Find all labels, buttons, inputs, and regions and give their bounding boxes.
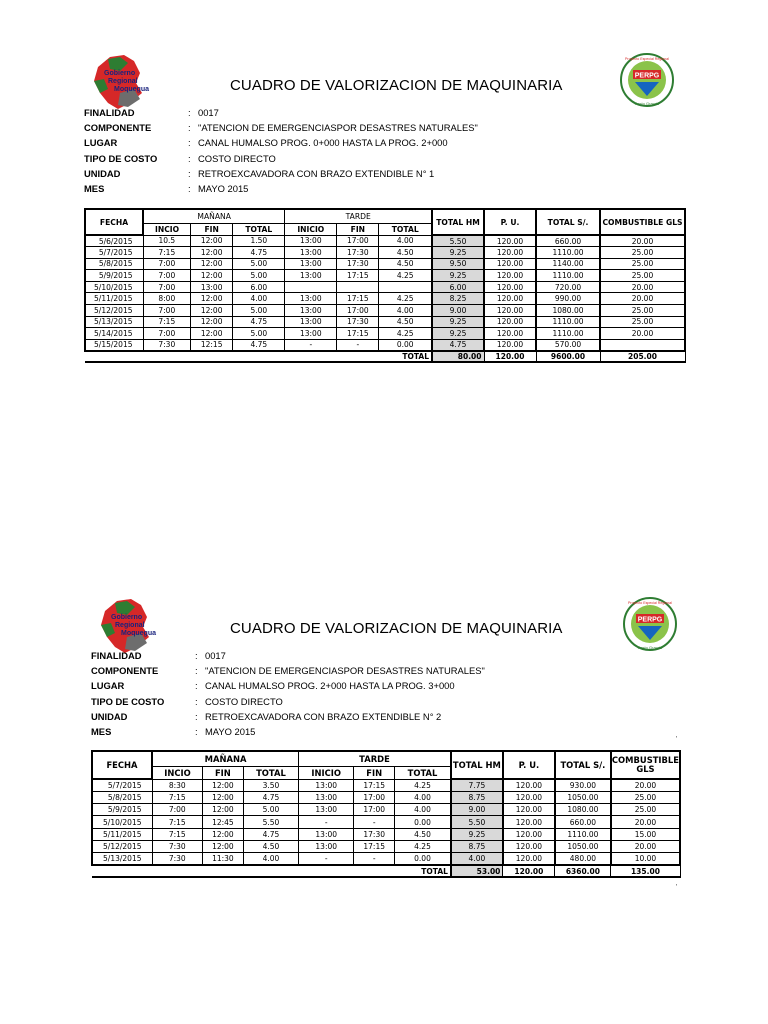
- row-fin-t: 17:00: [337, 305, 379, 317]
- col-fin-m: FIN: [202, 766, 243, 779]
- row-fecha: 5/10/2015: [85, 281, 143, 293]
- row-total-m: 4.75: [243, 791, 298, 803]
- row-pu: 120.00: [484, 293, 536, 305]
- row-total-s: 1080.00: [555, 804, 611, 816]
- row-fin-t: 17:30: [337, 258, 379, 270]
- info-key: MES: [84, 183, 105, 195]
- row-pu: 120.00: [484, 316, 536, 328]
- row-combustible: 20.00: [600, 328, 685, 340]
- row-total-m: 4.75: [243, 828, 298, 840]
- row-fin-m: 12:45: [202, 816, 243, 828]
- row-fecha: 5/8/2015: [85, 258, 143, 270]
- row-total-t: 4.00: [395, 791, 451, 803]
- row-inicio-t: 13:00: [285, 328, 337, 340]
- row-pu: 120.00: [484, 270, 536, 282]
- row-fin-m: 11:30: [202, 853, 243, 865]
- col-pu: P. U.: [503, 751, 555, 779]
- table-row: [85, 247, 685, 259]
- gobierno-regional-logo: [90, 53, 152, 111]
- row-total-t: 4.50: [379, 316, 432, 328]
- row-fin-m: 12:00: [202, 828, 243, 840]
- row-total-s: 1050.00: [555, 840, 611, 852]
- row-pu: 120.00: [484, 247, 536, 259]
- row-total-hm: 9.25: [432, 316, 484, 328]
- total-hm-sum: 80.00: [432, 351, 484, 362]
- total-s-sum: 6360.00: [555, 865, 611, 877]
- row-total-m: 4.00: [243, 853, 298, 865]
- col-inicio-m: INCIO: [143, 223, 191, 235]
- info-value: COSTO DIRECTO: [205, 695, 283, 707]
- logo-text-2: Regional: [108, 78, 138, 85]
- row-total-s: 1110.00: [536, 247, 600, 259]
- row-inicio-t: 13:00: [299, 804, 354, 816]
- row-total-s: 990.00: [536, 293, 600, 305]
- row-pu: 120.00: [503, 816, 555, 828]
- row-fecha: 5/9/2015: [85, 270, 143, 282]
- row-pu: 120.00: [503, 840, 555, 852]
- page-title: CUADRO DE VALORIZACION DE MAQUINARIA: [230, 620, 563, 637]
- row-total-s: 1050.00: [555, 791, 611, 803]
- row-total-hm: 6.00: [432, 281, 484, 293]
- row-total-m: 4.75: [233, 339, 285, 351]
- info-value: MAYO 2015: [198, 183, 249, 195]
- row-inicio-t: 13:00: [285, 305, 337, 317]
- row-inicio-t: 13:00: [285, 293, 337, 305]
- row-inicio-m: 7:00: [143, 281, 191, 293]
- col-inicio-m: INCIO: [152, 766, 202, 779]
- row-total-hm: 9.00: [432, 305, 484, 317]
- row-fin-m: 13:00: [191, 281, 233, 293]
- info-key: UNIDAD: [84, 167, 121, 179]
- row-fin-m: 12:15: [191, 339, 233, 351]
- logo-top-text: Proyecto Especial Regional: [628, 601, 672, 605]
- row-combustible: 10.00: [611, 853, 680, 865]
- logo-text-2: Regional: [115, 622, 145, 629]
- row-inicio-m: 7:15: [152, 816, 202, 828]
- row-pu: 120.00: [484, 328, 536, 340]
- row-fin-m: 12:00: [191, 293, 233, 305]
- col-combustible: COMBUSTIBLE GLS: [611, 751, 680, 779]
- info-value: CANAL HUMALSO PROG. 0+000 HASTA LA PROG. 2+000: [198, 137, 448, 149]
- row-total-s: 1110.00: [536, 328, 600, 340]
- col-inicio-t: INICIO: [299, 766, 354, 779]
- row-inicio-t: -: [299, 853, 354, 865]
- total-row: [85, 351, 685, 362]
- info-key: UNIDAD: [91, 710, 128, 722]
- row-total-s: 480.00: [555, 853, 611, 865]
- total-row: [92, 865, 680, 877]
- row-fin-t: -: [337, 339, 379, 351]
- total-label: TOTAL: [85, 351, 432, 362]
- row-pu: 120.00: [503, 853, 555, 865]
- row-total-m: 1.50: [233, 235, 285, 247]
- info-value: MAYO 2015: [205, 726, 256, 738]
- row-inicio-t: -: [285, 339, 337, 351]
- row-inicio-m: 7:00: [143, 270, 191, 282]
- row-combustible: [600, 339, 685, 351]
- info-value: 0017: [198, 107, 219, 119]
- table-row: [85, 339, 685, 351]
- row-total-hm: 4.75: [432, 339, 484, 351]
- row-fecha: 5/7/2015: [92, 779, 152, 791]
- row-combustible: 25.00: [611, 804, 680, 816]
- info-key: MES: [91, 726, 112, 738]
- row-fin-t: [337, 281, 379, 293]
- row-fin-t: 17:15: [354, 779, 395, 791]
- row-total-hm: 7.75: [451, 779, 503, 791]
- row-fecha: 5/14/2015: [85, 328, 143, 340]
- row-total-t: 4.25: [379, 328, 432, 340]
- page-title: CUADRO DE VALORIZACION DE MAQUINARIA: [230, 77, 563, 94]
- info-section: FINALIDAD : 0017 COMPONENTE : "ATENCION DE EMERGENCIASPOR DESASTRES NATURALES" LUGAR : CANAL HUMALSO PROG. 0+000 HASTA LA PROG. 2+000 TIPO DE COSTO : COSTO DIRECTO UNIDAD : RETROEXCAVADORA CON BRAZO EXTENDIBLE N° 1 MES : MAYO 2015: [84, 105, 544, 196]
- row-total-m: 4.50: [243, 840, 298, 852]
- info-value: CANAL HUMALSO PROG. 2+000 HASTA LA PROG. 3+000: [205, 680, 455, 692]
- info-key: TIPO DE COSTO: [84, 152, 158, 164]
- row-fin-t: 17:15: [337, 270, 379, 282]
- info-section: FINALIDAD : 0017 COMPONENTE : "ATENCION DE EMERGENCIASPOR DESASTRES NATURALES" LUGAR : CANAL HUMALSO PROG. 2+000 HASTA LA PROG. 3+000 TIPO DE COSTO : COSTO DIRECTO UNIDAD : RETROEXCAVADORA CON BRAZO EXTENDIBLE N° 2 MES : MAYO 2015: [91, 648, 551, 739]
- table-row: [85, 305, 685, 317]
- logo-text-3: Moquegua: [121, 630, 156, 637]
- logo-badge: PERPG: [637, 616, 663, 624]
- col-total-t: TOTAL: [395, 766, 451, 779]
- row-fecha: 5/12/2015: [85, 305, 143, 317]
- table-row: [92, 828, 680, 840]
- logo-bottom-text: Pasto Grande: [634, 101, 660, 106]
- col-total-s: TOTAL S/.: [536, 209, 600, 235]
- row-total-s: 570.00: [536, 339, 600, 351]
- row-inicio-m: 7:15: [152, 828, 202, 840]
- col-combustible: COMBUSTIBLE GLS: [600, 209, 685, 235]
- row-total-t: 4.25: [379, 293, 432, 305]
- row-fin-t: 17:15: [354, 840, 395, 852]
- row-fin-m: 12:00: [202, 804, 243, 816]
- table-row: [85, 328, 685, 340]
- row-inicio-t: 13:00: [299, 779, 354, 791]
- row-pu: 120.00: [484, 281, 536, 293]
- col-inicio-t: INICIO: [285, 223, 337, 235]
- row-total-m: 4.75: [233, 316, 285, 328]
- row-total-s: 720.00: [536, 281, 600, 293]
- row-total-hm: 9.25: [432, 270, 484, 282]
- row-combustible: 20.00: [611, 840, 680, 852]
- row-fecha: 5/12/2015: [92, 840, 152, 852]
- row-inicio-m: 7:15: [152, 791, 202, 803]
- row-total-m: 3.50: [243, 779, 298, 791]
- row-fecha: 5/15/2015: [85, 339, 143, 351]
- row-total-hm: 9.25: [432, 247, 484, 259]
- row-total-m: 5.00: [233, 328, 285, 340]
- col-total-m: TOTAL: [243, 766, 298, 779]
- row-inicio-m: 7:15: [143, 316, 191, 328]
- row-fecha: 5/13/2015: [85, 316, 143, 328]
- row-inicio-m: 7:00: [143, 305, 191, 317]
- row-fecha: 5/6/2015: [85, 235, 143, 247]
- row-total-m: 5.00: [233, 305, 285, 317]
- row-inicio-m: 7:00: [143, 258, 191, 270]
- row-fin-t: 17:30: [337, 247, 379, 259]
- row-fin-t: -: [354, 816, 395, 828]
- row-fin-m: 12:00: [191, 305, 233, 317]
- row-combustible: 25.00: [600, 270, 685, 282]
- row-pu: 120.00: [503, 779, 555, 791]
- row-total-hm: 8.25: [432, 293, 484, 305]
- row-fecha: 5/8/2015: [92, 791, 152, 803]
- row-total-s: 1110.00: [555, 828, 611, 840]
- row-total-hm: 9.00: [451, 804, 503, 816]
- table-row: [92, 791, 680, 803]
- row-total-m: 5.50: [243, 816, 298, 828]
- row-total-s: 660.00: [555, 816, 611, 828]
- row-pu: 120.00: [484, 305, 536, 317]
- row-fin-t: 17:00: [354, 804, 395, 816]
- row-combustible: 20.00: [611, 779, 680, 791]
- row-total-t: [379, 281, 432, 293]
- row-combustible: 20.00: [600, 293, 685, 305]
- total-combustible-sum: 135.00: [611, 865, 680, 877]
- col-pu: P. U.: [484, 209, 536, 235]
- row-fin-m: 12:00: [202, 791, 243, 803]
- row-total-t: 4.00: [379, 305, 432, 317]
- row-combustible: 20.00: [611, 816, 680, 828]
- col-fin-t: FIN: [337, 223, 379, 235]
- col-total-hm: TOTAL HM: [432, 209, 484, 235]
- row-inicio-t: 13:00: [285, 316, 337, 328]
- row-combustible: 20.00: [600, 235, 685, 247]
- col-total-hm: TOTAL HM: [451, 751, 503, 779]
- row-inicio-t: 13:00: [285, 247, 337, 259]
- row-fecha: 5/9/2015: [92, 804, 152, 816]
- row-total-s: 930.00: [555, 779, 611, 791]
- table-row: [85, 235, 685, 247]
- info-key: FINALIDAD: [91, 650, 142, 662]
- perpg-logo: [619, 52, 675, 108]
- total-s-sum: 9600.00: [536, 351, 600, 362]
- info-value: 0017: [205, 650, 226, 662]
- info-key: TIPO DE COSTO: [91, 695, 165, 707]
- row-combustible: 25.00: [600, 316, 685, 328]
- row-fecha: 5/11/2015: [92, 828, 152, 840]
- row-total-s: 1110.00: [536, 270, 600, 282]
- row-total-t: 4.50: [395, 828, 451, 840]
- col-fecha: FECHA: [92, 751, 152, 779]
- row-fin-m: 12:00: [202, 779, 243, 791]
- row-fin-m: 12:00: [191, 247, 233, 259]
- info-value: "ATENCION DE EMERGENCIASPOR DESASTRES NATURALES": [198, 122, 478, 134]
- logo-bottom-text: Pasto Grande: [637, 645, 663, 650]
- table-row: [85, 316, 685, 328]
- col-total-s: TOTAL S/.: [555, 751, 611, 779]
- row-total-t: 4.50: [379, 247, 432, 259]
- row-inicio-m: 8:30: [152, 779, 202, 791]
- row-total-m: 5.00: [233, 270, 285, 282]
- logo-top-text: Proyecto Especial Regional: [625, 57, 669, 61]
- table-row: [92, 816, 680, 828]
- row-fin-t: 17:00: [337, 235, 379, 247]
- info-key: COMPONENTE: [91, 665, 159, 677]
- row-total-hm: 5.50: [432, 235, 484, 247]
- table-row: [85, 293, 685, 305]
- row-total-hm: 5.50: [451, 816, 503, 828]
- row-total-t: 4.50: [379, 258, 432, 270]
- info-key: LUGAR: [84, 137, 118, 149]
- row-total-hm: 8.75: [451, 840, 503, 852]
- row-total-hm: 9.25: [432, 328, 484, 340]
- row-inicio-m: 8:00: [143, 293, 191, 305]
- valorizacion-table: [84, 208, 686, 364]
- valorizacion-table: [91, 750, 681, 879]
- row-fin-m: 12:00: [191, 328, 233, 340]
- row-pu: 120.00: [484, 235, 536, 247]
- col-total-t: TOTAL: [379, 223, 432, 235]
- row-combustible: 15.00: [611, 828, 680, 840]
- row-fin-t: 17:15: [337, 293, 379, 305]
- info-key: LUGAR: [91, 680, 125, 692]
- row-fin-m: 12:00: [191, 258, 233, 270]
- row-inicio-t: 13:00: [285, 270, 337, 282]
- row-pu: 120.00: [503, 791, 555, 803]
- row-inicio-t: 13:00: [299, 828, 354, 840]
- row-combustible: 25.00: [611, 791, 680, 803]
- row-total-hm: 9.50: [432, 258, 484, 270]
- total-label: TOTAL: [92, 865, 451, 877]
- table-row: [92, 779, 680, 791]
- info-value: COSTO DIRECTO: [198, 152, 276, 164]
- total-hm-sum: 53.00: [451, 865, 503, 877]
- col-tarde: TARDE: [285, 209, 432, 223]
- col-manana: MAÑANA: [143, 209, 285, 223]
- row-total-hm: 8.75: [451, 791, 503, 803]
- row-fin-t: 17:15: [337, 328, 379, 340]
- row-total-s: 660.00: [536, 235, 600, 247]
- row-inicio-t: 13:00: [299, 791, 354, 803]
- logo-text-3: Moquegua: [114, 86, 149, 93]
- table-row: [92, 804, 680, 816]
- row-fin-m: 12:00: [191, 316, 233, 328]
- total-combustible-sum: 205.00: [600, 351, 685, 362]
- row-inicio-t: 13:00: [299, 840, 354, 852]
- row-total-hm: 9.25: [451, 828, 503, 840]
- logo-text-1: Gobierno: [111, 614, 143, 621]
- row-total-t: 4.00: [395, 804, 451, 816]
- col-fecha: FECHA: [85, 209, 143, 235]
- table-row: [85, 281, 685, 293]
- logo-text-1: Gobierno: [104, 70, 136, 77]
- row-fin-m: 12:00: [191, 235, 233, 247]
- row-total-s: 1110.00: [536, 316, 600, 328]
- info-value: RETROEXCAVADORA CON BRAZO EXTENDIBLE N° 2: [205, 710, 442, 722]
- info-value: RETROEXCAVADORA CON BRAZO EXTENDIBLE N° 1: [198, 167, 435, 179]
- row-inicio-m: 7:30: [143, 339, 191, 351]
- row-inicio-m: 7:30: [152, 840, 202, 852]
- row-total-m: 4.75: [233, 247, 285, 259]
- perpg-logo: [622, 596, 678, 652]
- table-row: [92, 840, 680, 852]
- table-row: [92, 853, 680, 865]
- row-fin-t: 17:30: [337, 316, 379, 328]
- row-fin-m: 12:00: [202, 840, 243, 852]
- row-fin-t: 17:00: [354, 791, 395, 803]
- row-fecha: 5/13/2015: [92, 853, 152, 865]
- row-inicio-m: 7:00: [152, 804, 202, 816]
- row-pu: 120.00: [484, 258, 536, 270]
- row-inicio-t: 13:00: [285, 258, 337, 270]
- row-total-t: 0.00: [395, 816, 451, 828]
- info-key: COMPONENTE: [84, 122, 152, 134]
- row-fecha: 5/11/2015: [85, 293, 143, 305]
- gobierno-regional-logo: [97, 597, 159, 655]
- row-fecha: 5/10/2015: [92, 816, 152, 828]
- row-inicio-t: -: [299, 816, 354, 828]
- row-total-m: 5.00: [233, 258, 285, 270]
- row-combustible: 25.00: [600, 247, 685, 259]
- row-combustible: 20.00: [600, 281, 685, 293]
- row-inicio-m: 7:15: [143, 247, 191, 259]
- row-inicio-m: 7:00: [143, 328, 191, 340]
- total-pu: 120.00: [484, 351, 536, 362]
- row-inicio-m: 7:30: [152, 853, 202, 865]
- row-combustible: 25.00: [600, 305, 685, 317]
- row-total-t: 4.00: [379, 235, 432, 247]
- table-row: [85, 270, 685, 282]
- info-value: "ATENCION DE EMERGENCIASPOR DESASTRES NATURALES": [205, 665, 485, 677]
- row-combustible: 25.00: [600, 258, 685, 270]
- col-fin-t: FIN: [354, 766, 395, 779]
- logo-badge: PERPG: [634, 72, 660, 80]
- row-inicio-m: 10.5: [143, 235, 191, 247]
- col-total-m: TOTAL: [233, 223, 285, 235]
- row-total-s: 1140.00: [536, 258, 600, 270]
- row-total-m: 6.00: [233, 281, 285, 293]
- row-fin-t: 17:30: [354, 828, 395, 840]
- row-fin-m: 12:00: [191, 270, 233, 282]
- row-total-m: 4.00: [233, 293, 285, 305]
- row-pu: 120.00: [503, 828, 555, 840]
- row-total-t: 4.25: [395, 840, 451, 852]
- table-row: [85, 258, 685, 270]
- row-fecha: 5/7/2015: [85, 247, 143, 259]
- row-pu: 120.00: [484, 339, 536, 351]
- row-total-t: 4.25: [395, 779, 451, 791]
- row-inicio-t: [285, 281, 337, 293]
- row-total-s: 1080.00: [536, 305, 600, 317]
- row-total-hm: 4.00: [451, 853, 503, 865]
- total-pu: 120.00: [503, 865, 555, 877]
- row-total-t: 0.00: [379, 339, 432, 351]
- row-total-t: 0.00: [395, 853, 451, 865]
- col-fin-m: FIN: [191, 223, 233, 235]
- col-manana: MAÑANA: [152, 751, 299, 766]
- info-key: FINALIDAD: [84, 107, 135, 119]
- row-inicio-t: 13:00: [285, 235, 337, 247]
- row-total-m: 5.00: [243, 804, 298, 816]
- row-total-t: 4.25: [379, 270, 432, 282]
- row-fin-t: -: [354, 853, 395, 865]
- col-tarde: TARDE: [299, 751, 451, 766]
- row-pu: 120.00: [503, 804, 555, 816]
